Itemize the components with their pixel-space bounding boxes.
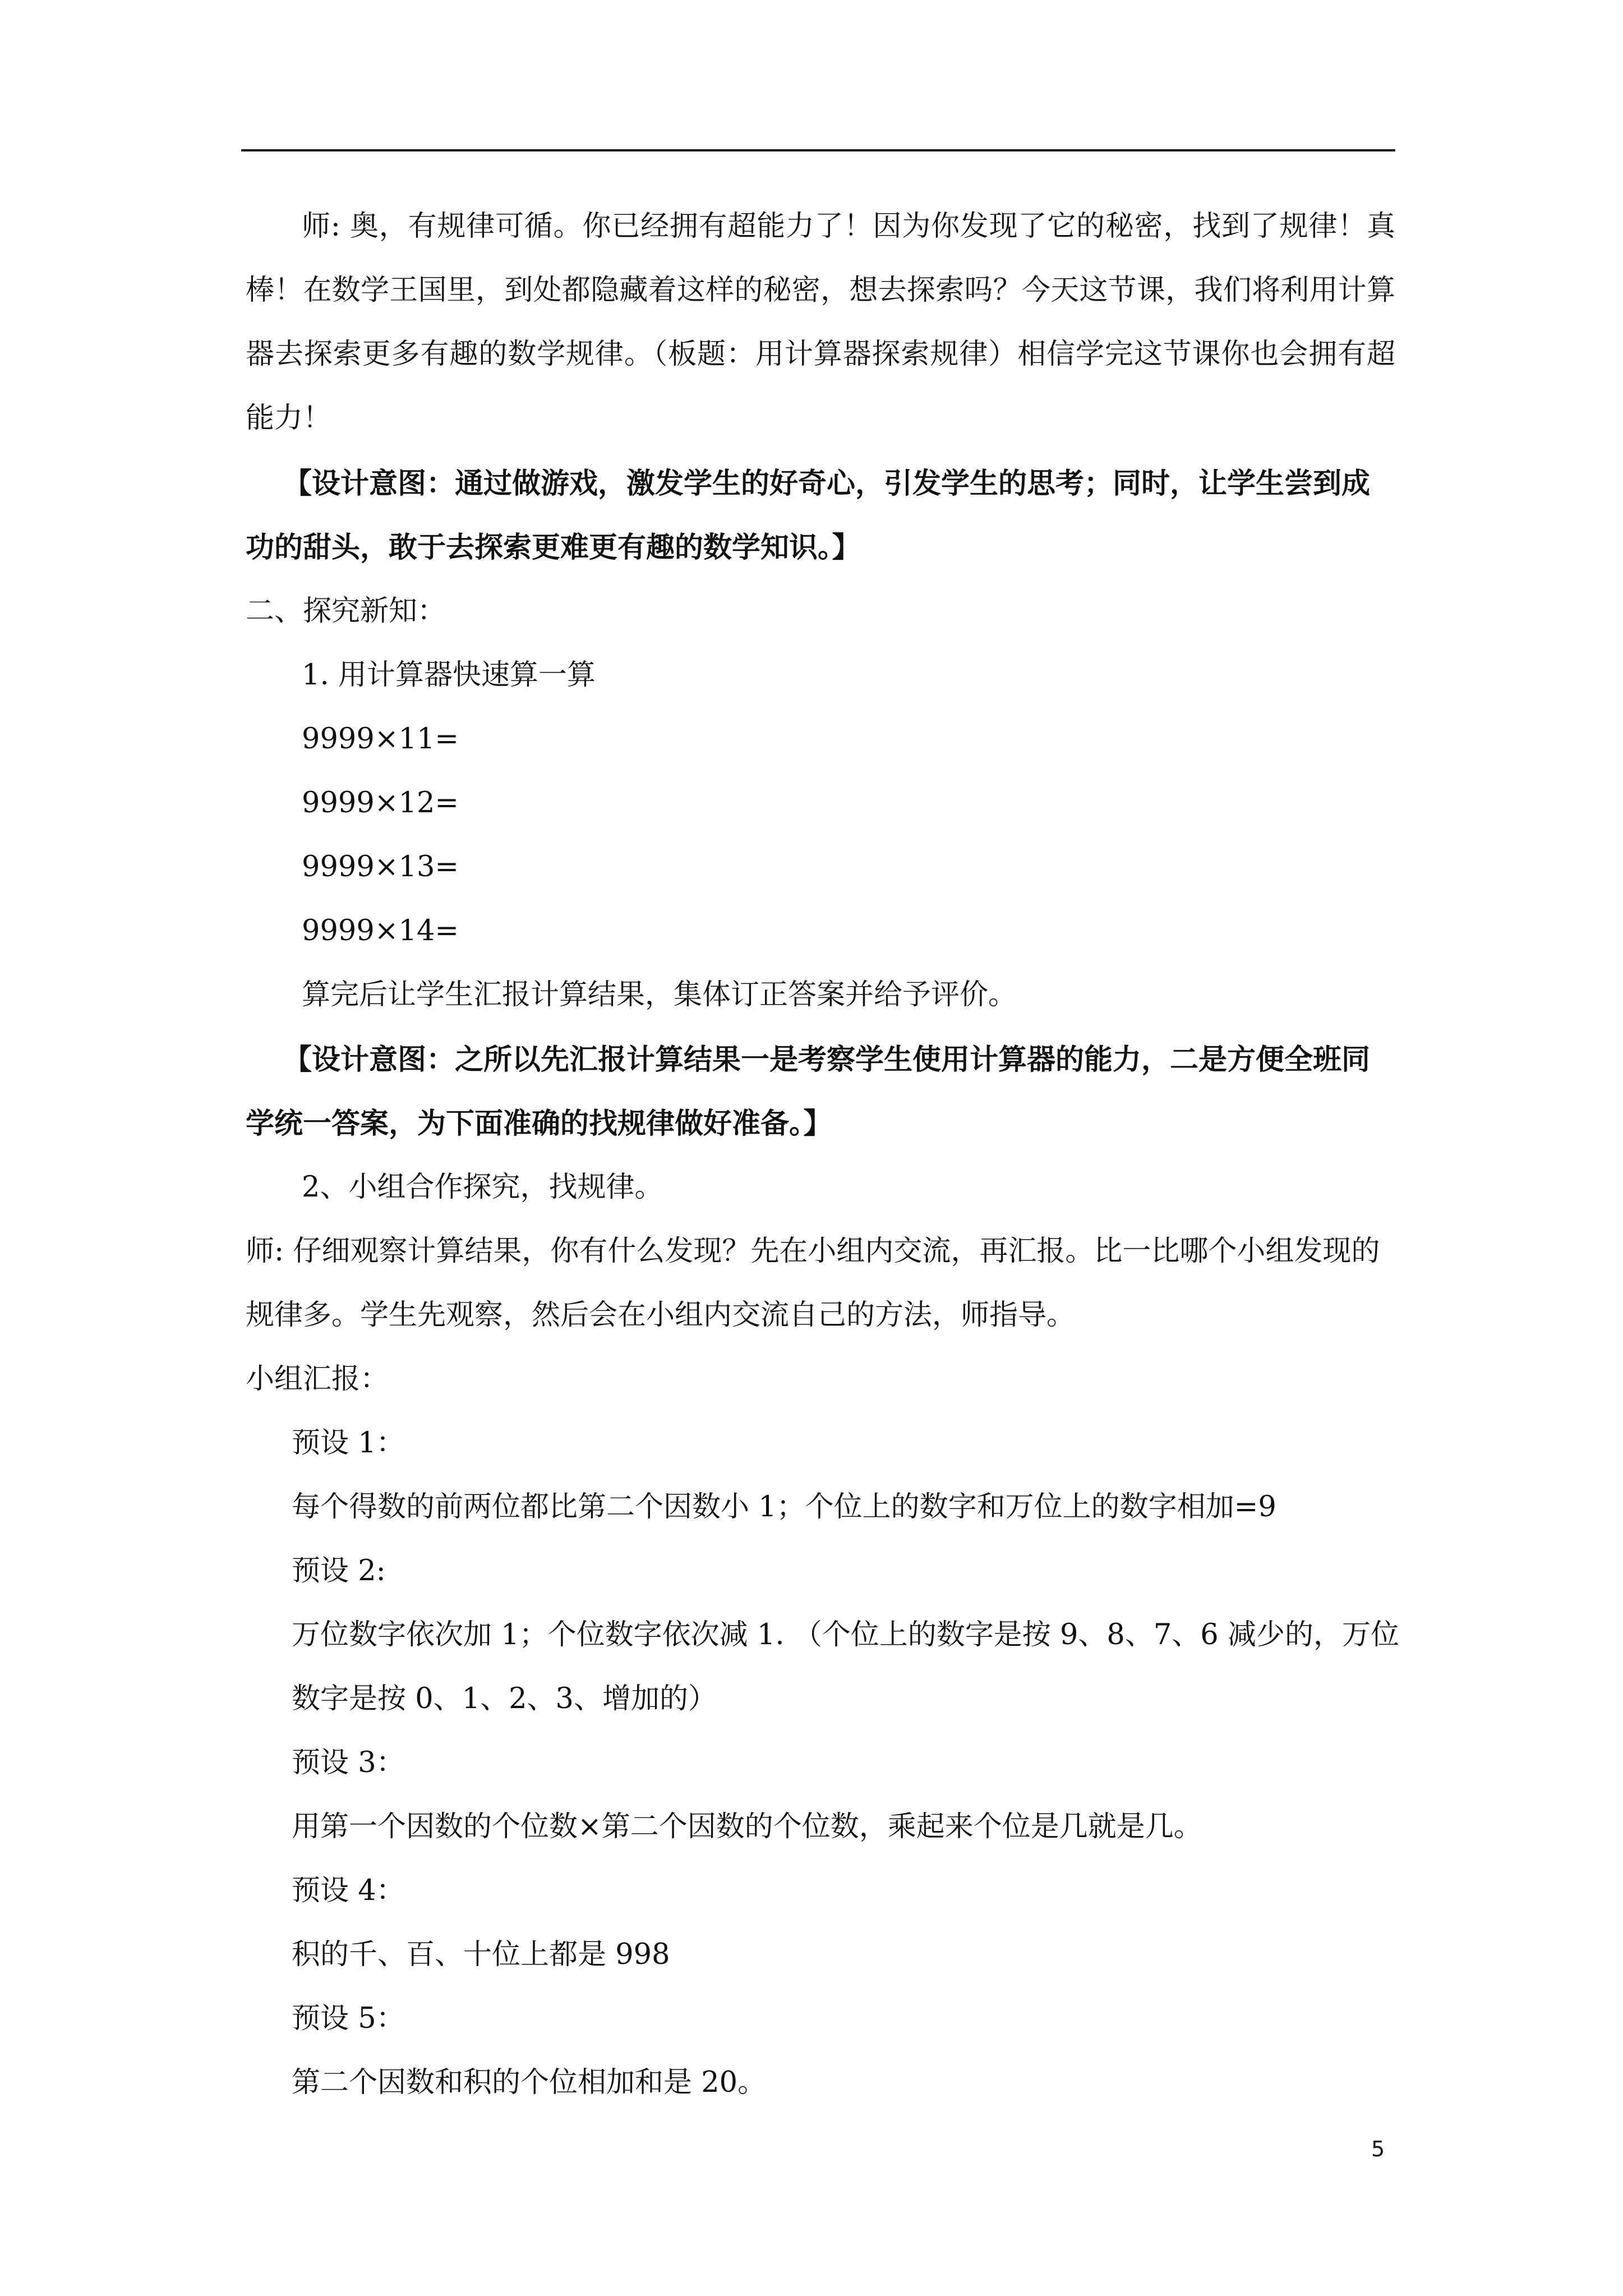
paragraph-line: 小组汇报： bbox=[246, 1363, 389, 1396]
preset-text: 积的千、百、十位上都是 998 bbox=[292, 1938, 670, 1971]
paragraph-line: 器去探索更多有趣的数学规律。（板题：用计算器探索规律）相信学完这节课你也会拥有超 bbox=[246, 338, 1395, 371]
design-intent-line: 【设计意图：通过做游戏，激发学生的好奇心，引发学生的思考；同时，让学生尝到成 bbox=[283, 467, 1371, 500]
preset-label: 预设 1： bbox=[292, 1427, 405, 1460]
section-heading: 二、探究新知： bbox=[246, 595, 446, 628]
preset-label: 预设 4： bbox=[292, 1874, 405, 1907]
header-rule bbox=[241, 149, 1395, 151]
subsection-heading: 1. 用计算器快速算一算 bbox=[302, 659, 596, 692]
preset-label: 预设 2: bbox=[292, 1554, 386, 1588]
preset-label: 预设 3： bbox=[292, 1746, 405, 1779]
paragraph-line: 能力！ bbox=[246, 402, 332, 435]
design-intent-line: 功的甜头，敢于去探索更难更有趣的数学知识。】 bbox=[246, 531, 861, 564]
equation-line: 9999×11= bbox=[302, 723, 459, 756]
preset-label: 预设 5： bbox=[292, 2002, 405, 2035]
paragraph-line: 算完后让学生汇报计算结果，集体订正答案并给予评价。 bbox=[302, 978, 1017, 1011]
preset-text: 数字是按 0、1、2、3、增加的） bbox=[292, 1682, 717, 1715]
paragraph-line: 师: 奥，有规律可循。你已经拥有超能力了！因为你发现了它的秘密，找到了规律！真 bbox=[302, 210, 1395, 243]
preset-text: 万位数字依次加 1；个位数字依次减 1. （个位上的数字是按 9、8、7、6 减少的，万位 bbox=[292, 1618, 1399, 1651]
subsection-heading: 2、小组合作探究，找规律。 bbox=[302, 1171, 663, 1204]
design-intent-line: 【设计意图：之所以先汇报计算结果一是考察学生使用计算器的能力，二是方便全班同 bbox=[283, 1043, 1371, 1076]
design-intent-line: 学统一答案，为下面准确的找规律做好准备。】 bbox=[246, 1107, 832, 1140]
page-number: 5 bbox=[1371, 2137, 1385, 2161]
preset-text: 用第一个因数的个位数×第二个因数的个位数，乘起来个位是几就是几。 bbox=[292, 1810, 1202, 1843]
paragraph-line: 棒！在数学王国里，到处都隐藏着这样的秘密，想去探索吗？今天这节课，我们将利用计算 bbox=[246, 274, 1395, 307]
paragraph-line: 规律多。学生先观察，然后会在小组内交流自己的方法，师指导。 bbox=[246, 1299, 1076, 1332]
equation-line: 9999×14= bbox=[302, 914, 459, 947]
paragraph-line: 师: 仔细观察计算结果，你有什么发现？先在小组内交流，再汇报。比一比哪个小组发现的 bbox=[246, 1235, 1380, 1268]
equation-line: 9999×12= bbox=[302, 786, 459, 820]
preset-text: 每个得数的前两位都比第二个因数小 1；个位上的数字和万位上的数字相加=9 bbox=[292, 1490, 1276, 1524]
preset-text: 第二个因数和积的个位相加和是 20。 bbox=[292, 2066, 767, 2099]
equation-line: 9999×13= bbox=[302, 850, 459, 884]
